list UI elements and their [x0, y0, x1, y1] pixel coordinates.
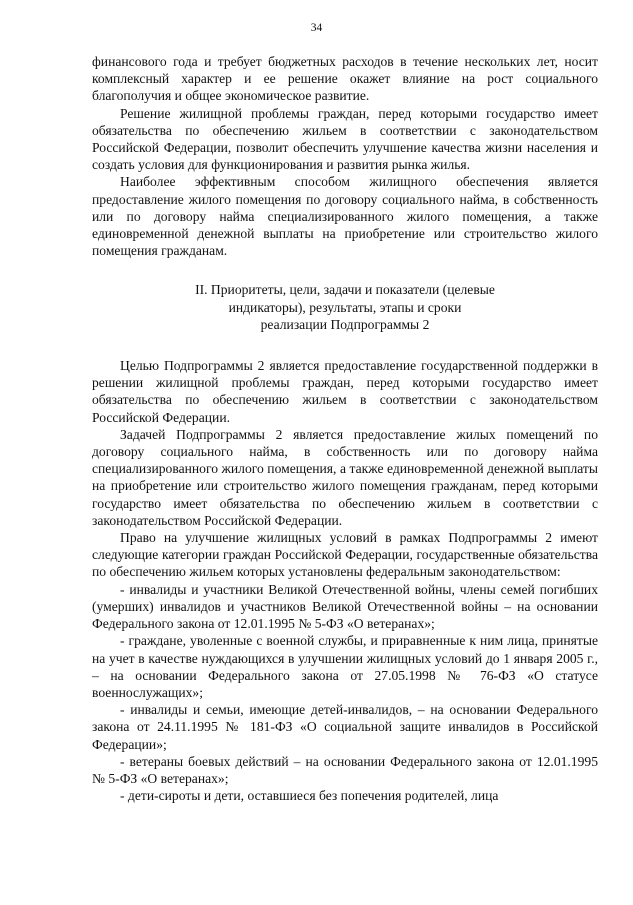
list-item-disabled: - инвалиды и семьи, имеющие детей-инвалидов, – на основании Федерального закона от 24.11.1995 № 181-ФЗ «О социальной защите инвалидов в Российской Федерации»;: [92, 702, 598, 752]
page-number: 34: [310, 22, 323, 34]
paragraph-task: Задачей Подпрограммы 2 является предоставление жилых помещений по договору социального найма, в собственность или по договору найма специализированного жилого помещения, а также единовременной денежной выплаты на приобретение или строительство жилого помещения гражданам, перед которыми государство имеет обязательства по обеспечению жильем в соответствии с законодательством Российской Федерации.: [92, 426, 598, 528]
paragraph-continuation: финансового года и требует бюджетных расходов в течение нескольких лет, носит комплексный характер и ее решение окажет влияние на рост социального благополучия и общее экономическое развитие.: [92, 54, 598, 104]
list-item-wwii-veterans: - инвалиды и участники Великой Отечественной войны, члены семей погибших (умерших) инвалидов и участников Великой Отечественной войны – на основании Федерального закона от 12.01.1995 № 5-ФЗ «О ветеранах»;: [92, 581, 598, 632]
section-heading: II. Приоритеты, цели, задачи и показатели (целевые индикаторы), результаты, этапы и сроки реализации Подпрограммы 2: [195, 282, 495, 332]
paragraph-effective-method: Наиболее эффективным способом жилищного обеспечения является предоставление жилого помещения по договору социального найма, в собственность или по договору найма специализированного жилого помещения, а также единовременной денежной выплаты на приобретение или строительство жилого помещения гражданам.: [92, 174, 598, 259]
document-body: [92, 53, 598, 804]
paragraph-eligibility: Право на улучшение жилищных условий в рамках Подпрограммы 2 имеют следующие категории граждан Российской Федерации, государственные обязательства по обеспечению жильем которых установлены федеральным законодательством:: [92, 530, 598, 580]
paragraph-housing-problem: Решение жилищной проблемы граждан, перед которыми государство имеет обязательства по обеспечению жильем в соответствии с законодательством Российской Федерации, позволит обеспечить улучшение качества жизни населения и создать условия для функционирования и развития рынка жилья.: [92, 105, 598, 173]
paragraph-goal: Целью Подпрограммы 2 является предоставление государственной поддержки в решении жилищной проблемы граждан, перед которыми государство имеет обязательства по обеспечению жильем в соответствии с законодательством Российской Федерации.: [92, 358, 598, 425]
list-item-combat-veterans: - ветераны боевых действий – на основании Федерального закона от 12.01.1995 № 5-ФЗ «О ветеранах»;: [92, 753, 598, 786]
list-item-orphans: - дети-сироты и дети, оставшиеся без попечения родителей, лица: [120, 788, 499, 804]
list-item-military-discharged: - граждане, уволенные с военной службы, и приравненные к ним лица, принятые на учет в качестве нуждающихся в улучшении жилищных условий до 1 января 2005 г., – на основании Федерального закона от 27.05.1998 № 76-ФЗ «О статусе военнослужащих»;: [92, 633, 598, 700]
